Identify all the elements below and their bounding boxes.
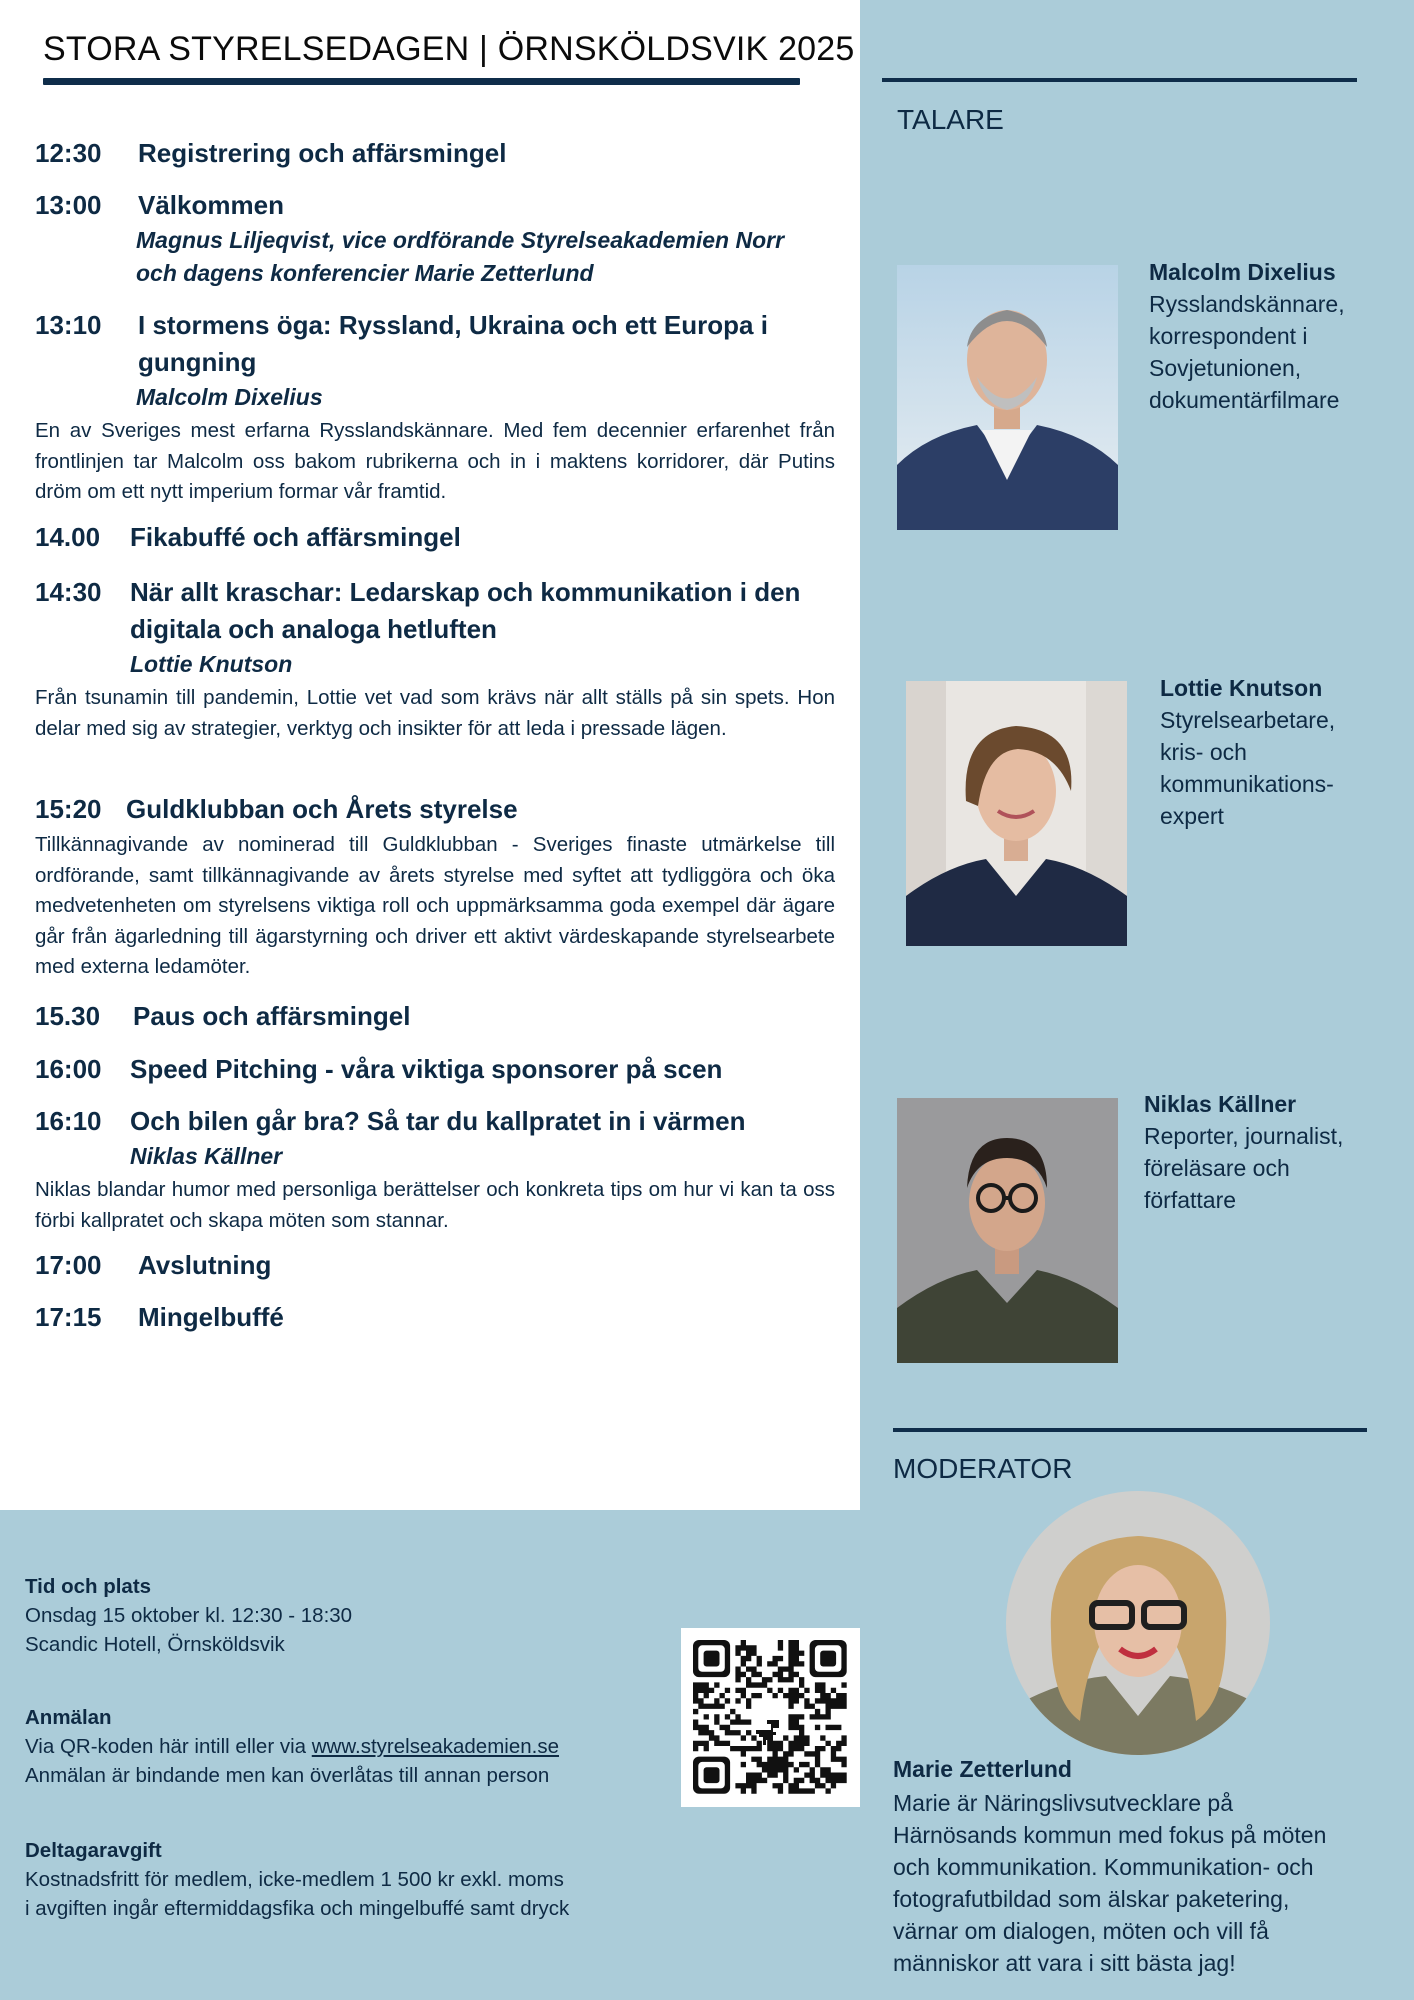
program-title: När allt kraschar: Ledarskap och kommunikation i den digitala och analoga hetluften [130,577,801,644]
speaker-role: kommunikations- [1160,771,1334,797]
qr-finder-pattern [693,1757,730,1794]
speaker-card [1160,672,1380,832]
program-time: 15.30 [35,1001,101,1031]
program-title: Speed Pitching - våra viktiga sponsorer på scen [130,1054,723,1084]
moderator-bio [893,1787,1408,1979]
registration-link[interactable]: www.styrelseakademien.se [311,1735,559,1758]
moderator-bio-line: Marie är Näringslivsutvecklare på [893,1790,1234,1816]
program-time: 14.00 [35,522,101,552]
moderator-rule [893,1428,1367,1432]
time-place-heading: Tid och plats [25,1575,152,1598]
speaker-role: kris- och [1160,739,1247,765]
moderator-bio-line: fotografutbildad som älskar paketering, [893,1886,1290,1912]
speaker-card [1144,1088,1364,1216]
program-item [35,1247,835,1284]
program-time: 12:30 [35,138,102,168]
program-time: 14:30 [35,577,102,607]
speaker-photo-lottie-knutson [906,681,1127,946]
program-item [35,187,835,290]
program-item [35,574,835,744]
fee-price: Kostnadsfritt för medlem, icke-medlem 1 500 kr exkl. moms [25,1868,564,1891]
speaker-photo-malcolm-dixelius [897,265,1118,530]
speaker-role: föreläsare och [1144,1155,1290,1181]
program-item [35,998,835,1035]
program-item [35,519,835,556]
moderator-bio-line: Härnösands kommun med fokus på möten [893,1822,1327,1848]
speaker-name: Lottie Knutson [1160,675,1323,701]
program-title: I stormens öga: Ryssland, Ukraina och ett Europa i gungning [138,310,768,377]
qr-finder-pattern [810,1640,847,1677]
program-time: 17:15 [35,1302,102,1332]
program-item [35,307,835,508]
speaker-photo-niklas-kallner [897,1098,1118,1363]
speaker-role: Rysslandskännare, [1149,291,1345,317]
moderator-heading: MODERATOR [893,1453,1073,1484]
speaker-name: Niklas Källner [1144,1091,1297,1117]
registration-line [25,1732,559,1761]
speaker-role: Styrelsearbetare, [1160,707,1336,733]
fee-block [25,1836,569,1923]
program-title: Registrering och affärsmingel [138,138,507,168]
speaker-role: korrespondent i [1149,323,1308,349]
moderator-photo [1006,1491,1270,1755]
program-speaker: Lottie Knutson [130,651,293,677]
program-item [35,1299,835,1336]
moderator-bio-line: och kommunikation. Kommunikation- och [893,1854,1314,1880]
program-speaker: Magnus Liljeqvist, vice ordförande Styrelseakademien Norr [136,227,785,253]
program-item [35,135,835,172]
registration-heading: Anmälan [25,1706,112,1729]
program-description: Tillkännagivande av nominerad till Guldklubban - Sveriges finaste utmärkelse till ordförande, samt tillkännagivande av årets styrelse med syftet att tydliggöra och öka medvetenheten om styrelsens viktiga roll och uppmärksamma goda exempel där ägare går från ägarledning till ägarstyrning och driver ett aktivt värdeskapande styrelsearbete med externa ledamöter. [35,833,835,978]
program-time: 13:10 [35,310,102,340]
qr-code[interactable] [681,1628,860,1807]
moderator-bio-line: människor att vara i sitt bästa jag! [893,1950,1236,1976]
fee-includes: i avgiften ingår eftermiddagsfika och mingelbuffé samt dryck [25,1897,570,1920]
program-time: 16:10 [35,1106,102,1136]
program-title: Och bilen går bra? Så tar du kallpratet in i värmen [130,1106,746,1136]
speakers-rule [882,78,1357,82]
qr-code-icon [681,1628,860,1807]
speaker-card [1149,256,1369,416]
speaker-role: Sovjetunionen, [1149,355,1302,381]
title-underline [43,78,800,85]
program-title: Mingelbuffé [138,1302,284,1332]
speaker-role: dokumentärfilmare [1149,387,1340,413]
speaker-name: Malcolm Dixelius [1149,259,1336,285]
program-time: 16:00 [35,1054,102,1084]
program-item [35,791,835,983]
program-title: Välkommen [138,190,284,220]
speaker-role: författare [1144,1187,1237,1213]
speaker-role: expert [1160,803,1224,829]
program-description: En av Sveriges mest erfarna Rysslandskännare. Med fem decennier erfarenhet från frontlinjen tar Malcolm oss bakom rubrikerna och in i maktens korridorer, där Putins dröm om ett nytt imperium formar vår framtid. [35,419,835,503]
program-time: 13:00 [35,190,102,220]
program-item [35,1051,835,1088]
program-speaker: och dagens konferencier Marie Zetterlund [136,260,594,286]
time-place-date: Onsdag 15 oktober kl. 12:30 - 18:30 [25,1604,353,1627]
speaker-role: Reporter, journalist, [1144,1123,1344,1149]
program-time: 15:20 [35,794,102,824]
registration-text: Via QR-koden här intill eller via [25,1735,312,1758]
fee-heading: Deltagaravgift [25,1839,162,1862]
time-place-block [25,1572,352,1659]
registration-terms: Anmälan är bindande men kan överlåtas till annan person [25,1764,550,1787]
program-description: Niklas blandar humor med personliga berättelser och konkreta tips om hur vi kan ta oss förbi kallpratet och skapa möten som stannar. [35,1178,835,1232]
moderator-bio-line: värnar om dialogen, möten och vill få [893,1918,1269,1944]
program-title: Avslutning [138,1250,272,1280]
program-description: Från tsunamin till pandemin, Lottie vet vad som krävs när allt ställs på sin spets. Hon delar med sig av strategier, verktyg och insikter för att leda i pressade lägen. [35,686,835,740]
program-item [35,1103,835,1236]
page-title: STORA STYRELSEDAGEN | ÖRNSKÖLDSVIK 2025 [43,30,855,68]
program-title: Fikabuffé och affärsmingel [130,522,461,552]
program-speaker: Niklas Källner [130,1143,283,1169]
registration-block [25,1703,559,1790]
speakers-heading: TALARE [897,104,1004,135]
moderator-name: Marie Zetterlund [893,1756,1072,1782]
program-title: Guldklubban och Årets styrelse [126,794,518,824]
qr-finder-pattern [693,1640,730,1677]
program-title: Paus och affärsmingel [133,1001,411,1031]
program-time: 17:00 [35,1250,102,1280]
time-place-venue: Scandic Hotell, Örnsköldsvik [25,1633,285,1656]
program-speaker: Malcolm Dixelius [136,384,323,410]
